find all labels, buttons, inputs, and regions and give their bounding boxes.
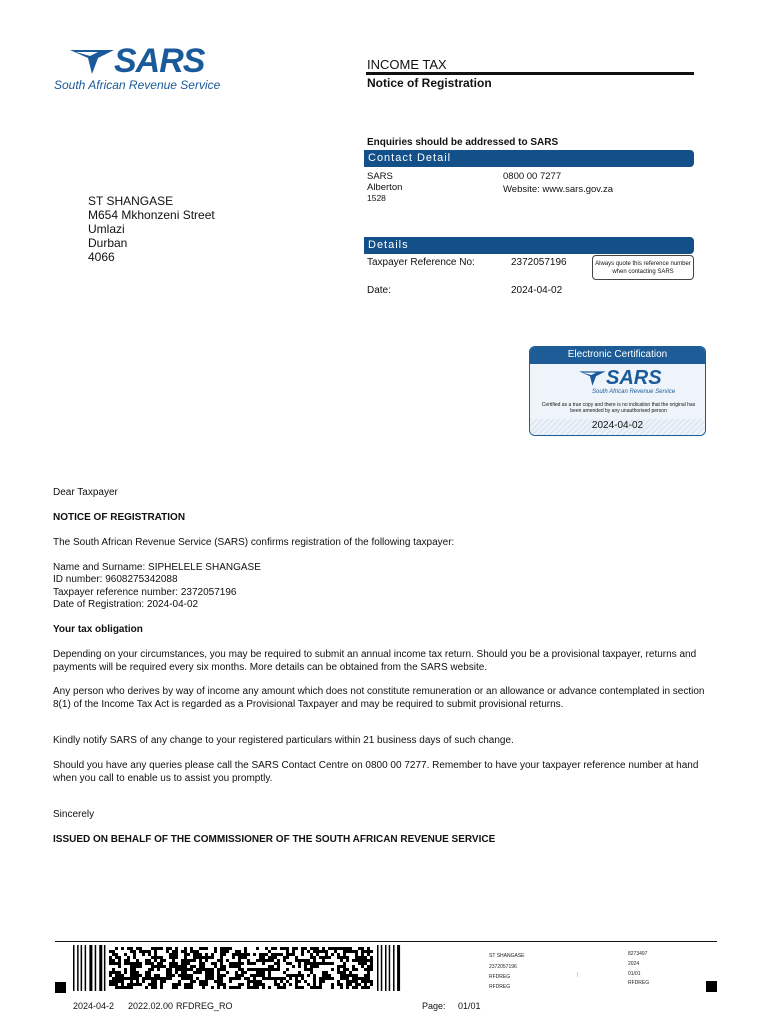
- registration-mark: [706, 981, 717, 992]
- ecert-date: 2024-04-02: [530, 419, 705, 436]
- header-rule: [366, 72, 694, 75]
- enquiries-note: Enquiries should be addressed to SARS: [367, 137, 559, 148]
- document-title: Notice of Registration: [367, 76, 492, 90]
- closing: Sincerely: [53, 809, 95, 820]
- barcode: [73, 945, 403, 991]
- ecert-title: Electronic Certification: [530, 347, 705, 364]
- greeting: Dear Taxpayer: [53, 487, 118, 498]
- footer-field: ST SHANGASE: [489, 953, 525, 959]
- notify-paragraph: Kindly notify SARS of any change to your registered particulars within 21 business days of such change.: [53, 735, 514, 746]
- details-bar: Details: [364, 237, 694, 254]
- footer-field: 01/01: [628, 971, 641, 977]
- ecert-logo: [578, 367, 676, 395]
- taxpayer-name: Name and Surname: SIPHELELE SHANGASE: [53, 562, 261, 573]
- footer-field: 8273497: [628, 951, 648, 957]
- contact-website: Website: www.sars.gov.za: [503, 184, 613, 195]
- footer-field: 2372057196: [489, 964, 517, 970]
- contact-detail-bar: Contact Detail: [364, 150, 694, 167]
- obligation-heading: Your tax obligation: [53, 624, 143, 635]
- contact-phone: 0800 00 7277: [503, 171, 562, 182]
- address-line: Durban: [88, 236, 128, 250]
- logo-tagline: South African Revenue Service: [54, 78, 221, 92]
- date-label: Date:: [367, 285, 391, 296]
- footer-field: RFDREG: [628, 980, 650, 986]
- ecert-tagline: South African Revenue Service: [592, 389, 676, 395]
- obligation-paragraph: Depending on your circumstances, you may be required to submit an annual income tax return. Should you be a provisional taxpayer, returns and payments will be required every six months. More details can be obtained from the SARS website.: [53, 649, 697, 673]
- footer-field: 2024: [628, 961, 640, 967]
- footer-field: RFDREG: [489, 984, 511, 990]
- footer-divider: |: [577, 972, 579, 978]
- document-type: INCOME TAX: [367, 57, 447, 72]
- queries-paragraph: Should you have any queries please call the SARS Contact Centre on 0800 00 7277. Remember to have your taxpayer reference number at hand when you call to enable us to assist you promptly.: [53, 760, 699, 784]
- registration-mark: [55, 982, 66, 993]
- footer-form-code: RFDREG_RO: [176, 1001, 233, 1011]
- footer-page-label: Page:: [422, 1001, 446, 1011]
- ecert-statement: Certified as a true copy and there is no indication that the original has been amended by any unauthorised person: [541, 402, 696, 414]
- sars-bird-icon: [578, 369, 608, 387]
- contact-name: SARS: [367, 171, 393, 182]
- address-line: M654 Mkhonzeni Street: [88, 208, 215, 222]
- provisional-paragraph: Any person who derives by way of income any amount which does not constitute remuneration or an allowance or advance contemplated in section 8(1) of the Income Tax Act is regarded as a Provisional Taxpayer and may be required to submit provisional returns.: [53, 686, 705, 710]
- notice-heading: NOTICE OF REGISTRATION: [53, 512, 186, 523]
- footer-version: 2022.02.00: [128, 1001, 174, 1011]
- ecert-wordmark: SARS: [606, 367, 662, 389]
- reference-label: Taxpayer Reference No:: [367, 257, 475, 268]
- contact-city: Alberton: [367, 182, 403, 193]
- footer-date: 2024-04-2: [73, 1001, 115, 1011]
- footer-rule: [55, 941, 717, 942]
- reference-note: Always quote this reference number when contacting SARS: [592, 255, 694, 280]
- taxpayer-reference: Taxpayer reference number: 2372057196: [53, 587, 237, 598]
- date-value: 2024-04-02: [511, 285, 563, 296]
- intro-paragraph: The South African Revenue Service (SARS) confirms registration of the following taxpayer:: [53, 537, 455, 548]
- address-line: ST SHANGASE: [88, 194, 174, 208]
- logo-wordmark: SARS: [114, 42, 205, 80]
- reference-value: 2372057196: [511, 257, 567, 268]
- sars-logo: [54, 44, 224, 94]
- taxpayer-id: ID number: 9608275342088: [53, 574, 178, 585]
- registration-date: Date of Registration: 2024-04-02: [53, 599, 199, 610]
- footer-page-number: 01/01: [458, 1001, 481, 1011]
- address-line: Umlazi: [88, 222, 125, 236]
- footer-field: RFDREG: [489, 974, 511, 980]
- address-line: 4066: [88, 250, 115, 264]
- issued-by: ISSUED ON BEHALF OF THE COMMISSIONER OF THE SOUTH AFRICAN REVENUE SERVICE: [53, 834, 496, 845]
- electronic-certification-stamp: [529, 346, 706, 436]
- contact-postal-code: 1528: [367, 193, 386, 203]
- sars-bird-icon: [68, 46, 118, 76]
